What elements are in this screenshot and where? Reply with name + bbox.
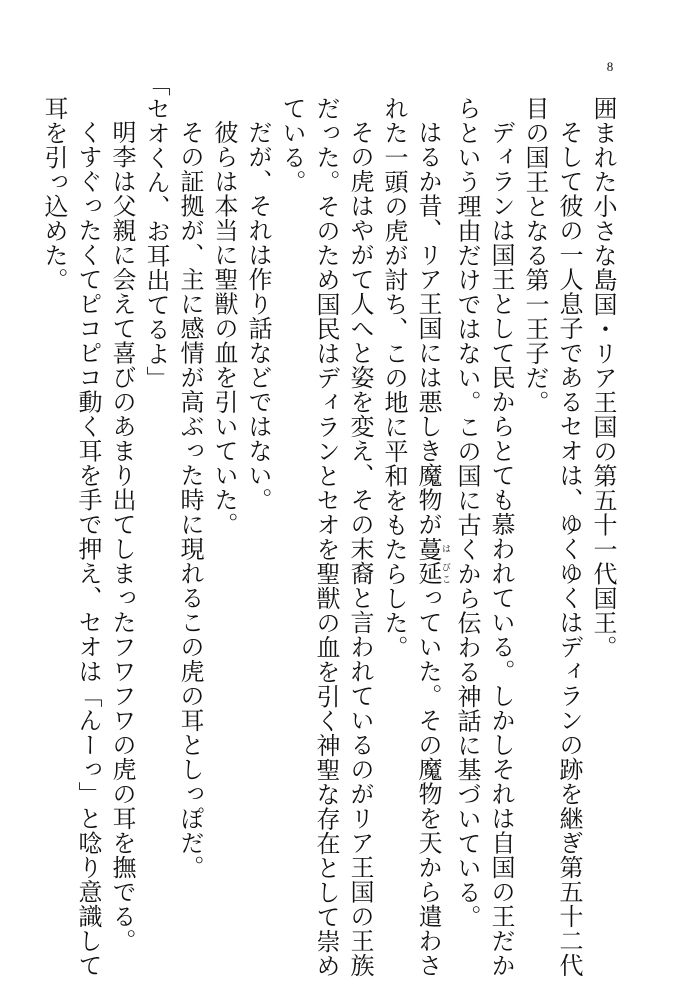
page-number: 8: [606, 59, 614, 74]
ruby-hibiko-2: [414, 561, 450, 586]
paragraph-11: くすぐったくてピコピコ動く耳を手で押え、セオは「んーっ」と唸り意識して耳を引っ込めた。: [40, 96, 102, 978]
paragraph-5: その虎はやがて人へと姿を変え、その末裔と言われているのがリア王国の王族だった。そのため国民はディランとセオを聖獣の血を引く神聖な存在として崇めている。: [278, 96, 374, 978]
paragraph-10: 明李は父親に会えて喜びのあまり出てしまったフワフワの虎の耳を撫でる。: [108, 120, 136, 953]
ruby-text-1: は: [440, 536, 450, 561]
body-text: [37, 72, 620, 996]
paragraph-6: だが、それは作り話などではない。: [244, 120, 272, 512]
paragraph-3: ディランは国王として民からとても慕われている。しかしそれは自国の王だからという理由だけではない。この国に古くから伝わる神話に基づいている。: [453, 96, 515, 978]
ruby-hibiko-1: [414, 536, 450, 562]
ruby-base-2: 延: [414, 561, 442, 586]
ruby-text-2: びこ: [440, 561, 450, 586]
ruby-base-1: 蔓: [414, 536, 442, 561]
dialogue-line: 「セオくん、お耳出てるよ」: [142, 72, 170, 391]
paragraph-2: そして彼の一人息子であるセオは、ゆくゆくはディランの跡を継ぎ第五十二代目の国王となる第一王子だ。: [521, 96, 583, 978]
paragraph-8: その証拠が、主に感情が高ぶった時に現れるこの虎の耳としっぽだ。: [176, 120, 204, 880]
paragraph-1: 囲まれた小さな島国・リア王国の第五十一代国王。: [589, 96, 617, 660]
paragraph-4: [377, 96, 450, 996]
paragraph-4-after: っていた。その魔物を天から遣わされた一頭の虎が討ち、この地に平和をもたらした。: [380, 96, 442, 978]
paragraph-7: 彼らは本当に聖獣の血を引いていた。: [210, 120, 238, 537]
paragraph-4-before: はるか昔、リア王国には悪しき魔物が: [414, 120, 442, 537]
